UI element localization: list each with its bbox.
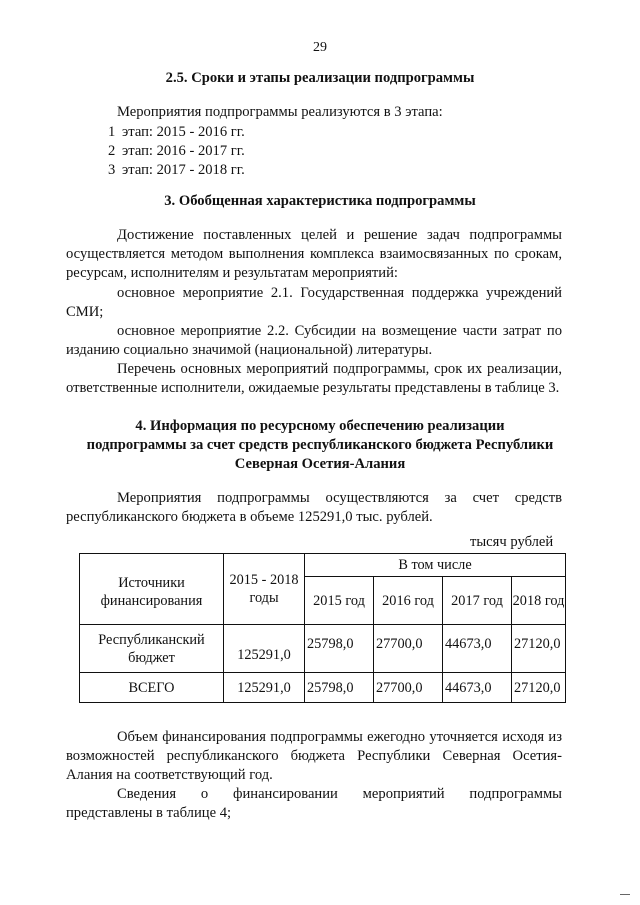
- table-units: тысяч рублей: [470, 534, 554, 550]
- table-header-year: 2017 год: [443, 577, 512, 625]
- paragraph-funding-adjustment: Объем финансирования подпрограммы ежегодно уточняется исходя из возможностей республиканского бюджета Республики Северная Осетия-Алания на соответствующий год.: [66, 729, 562, 783]
- table-cell-value: 27700,0: [374, 673, 443, 703]
- page-number: 29: [313, 40, 327, 55]
- stage-number: 1: [108, 124, 116, 140]
- table-row: [80, 673, 566, 703]
- table-cell-value: 44673,0: [443, 625, 512, 673]
- table-header-year: 2016 год: [374, 577, 443, 625]
- stage-text: этап: 2015 - 2016 гг.: [122, 124, 245, 140]
- paragraph-goals: Достижение поставленных целей и решение задач подпрограммы осуществляется методом выполнения комплекса взаимосвязанных по срокам, ресурсам, исполнителям и результатам мероприятий:: [66, 227, 562, 281]
- section-heading-characteristics: 3. Обобщенная характеристика подпрограммы: [164, 193, 476, 209]
- table-row: [80, 625, 566, 673]
- page-edge-mark: [620, 894, 630, 895]
- section-heading-resources-line1: 4. Информация по ресурсному обеспечению реализации: [135, 418, 505, 434]
- table-header-total: 2015 - 2018 годы: [224, 554, 305, 625]
- table-header-including: В том числе: [305, 554, 566, 577]
- stages-intro: Мероприятия подпрограммы реализуются в 3 этапа:: [117, 104, 443, 120]
- table-cell-label: Республиканский бюджет: [80, 625, 224, 673]
- table-cell-total: 125291,0: [224, 625, 305, 673]
- table-cell-value: 27700,0: [374, 625, 443, 673]
- paragraph-activities-list: Перечень основных мероприятий подпрограммы, срок их реализации, ответственные исполнители, ожидаемые результаты представлены в таблице 3.: [66, 361, 562, 396]
- stage-text: этап: 2017 - 2018 гг.: [122, 162, 245, 178]
- stage-number: 2: [108, 143, 116, 159]
- table-header-source: Источники финансирования: [80, 554, 224, 625]
- table-header-year: 2015 год: [305, 577, 374, 625]
- table-cell-value: 25798,0: [305, 625, 374, 673]
- paragraph-funding-details: Сведения о финансировании мероприятий подпрограммы представлены в таблице 4;: [66, 786, 562, 821]
- paragraph-activity-2-2: основное мероприятие 2.2. Субсидии на возмещение части затрат по изданию социально значимой (национальной) литературы.: [66, 323, 562, 358]
- funding-table: [79, 553, 566, 703]
- table-cell-total: 125291,0: [224, 673, 305, 703]
- section-heading-timeline: 2.5. Сроки и этапы реализации подпрограммы: [165, 70, 475, 86]
- table-cell-value: 27120,0: [512, 625, 566, 673]
- table-cell-value: 27120,0: [512, 673, 566, 703]
- stage-number: 3: [108, 162, 116, 178]
- table-cell-label: ВСЕГО: [80, 673, 224, 703]
- paragraph-activity-2-1: основное мероприятие 2.1. Государственная поддержка учреждений СМИ;: [66, 285, 562, 320]
- table-header-year: 2018 год: [512, 577, 566, 625]
- section-heading-resources-line2: подпрограммы за счет средств республиканского бюджета Республики: [86, 437, 554, 453]
- section-heading-resources-line3: Северная Осетия-Алания: [234, 456, 406, 472]
- stage-text: этап: 2016 - 2017 гг.: [122, 143, 245, 159]
- paragraph-budget-volume: Мероприятия подпрограммы осуществляются за счет средств республиканского бюджета в объеме 125291,0 тыс. рублей.: [66, 490, 562, 525]
- table-cell-value: 25798,0: [305, 673, 374, 703]
- table-cell-value: 44673,0: [443, 673, 512, 703]
